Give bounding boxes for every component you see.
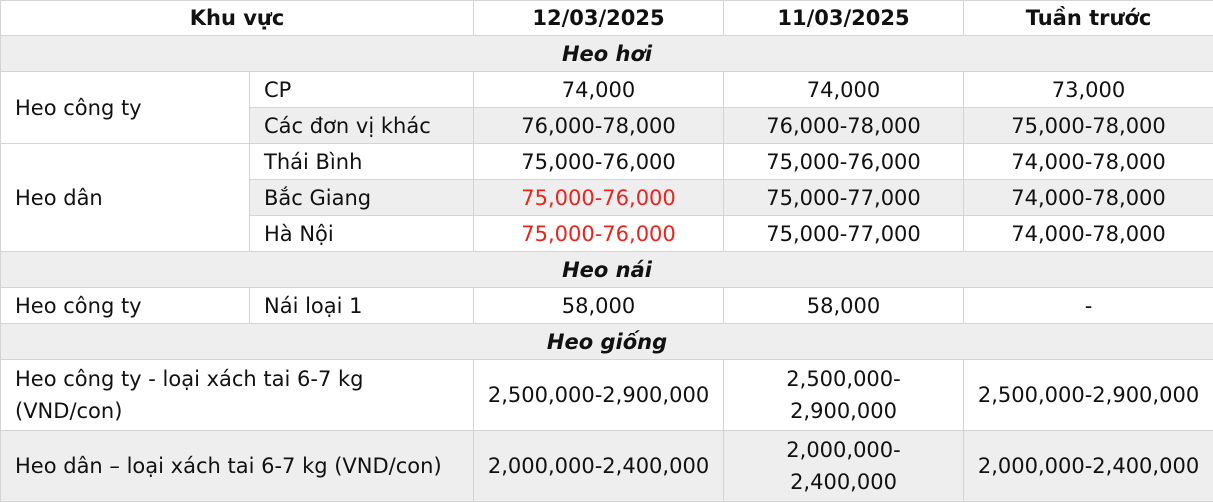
section-heo-hoi: Heo hơi <box>1 36 1213 72</box>
price-last-week: 74,000-78,000 <box>964 144 1213 180</box>
price-date-2: 74,000 <box>724 72 964 108</box>
row-name: Bắc Giang <box>250 180 474 216</box>
row-name: Nái loại 1 <box>250 288 474 324</box>
table-row <box>1 72 1213 108</box>
price-date-1: 75,000-76,000 <box>474 216 724 252</box>
price-date-1: 76,000-78,000 <box>474 108 724 144</box>
price-last-week: 75,000-78,000 <box>964 108 1213 144</box>
header-last-week: Tuần trước <box>964 1 1213 36</box>
price-date-1: 2,500,000-2,900,000 <box>474 360 724 431</box>
price-date-2: 58,000 <box>724 288 964 324</box>
group-label-heo-cong-ty: Heo công ty <box>1 288 250 324</box>
group-label-heo-dan: Heo dân <box>1 144 250 252</box>
price-last-week: 2,000,000-2,400,000 <box>964 431 1213 502</box>
price-date-1: 2,000,000-2,400,000 <box>474 431 724 502</box>
price-date-1: 74,000 <box>474 72 724 108</box>
section-row <box>1 252 1213 288</box>
price-date-1: 58,000 <box>474 288 724 324</box>
row-name: Hà Nội <box>250 216 474 252</box>
table-row <box>1 288 1213 324</box>
group-label-heo-cong-ty: Heo công ty <box>1 72 250 144</box>
row-name: Các đơn vị khác <box>250 108 474 144</box>
price-last-week: 2,500,000-2,900,000 <box>964 360 1213 431</box>
header-row <box>1 1 1213 36</box>
table-row <box>1 360 1213 431</box>
price-date-2: 75,000-76,000 <box>724 144 964 180</box>
header-date-2: 11/03/2025 <box>724 1 964 36</box>
price-date-2: 75,000-77,000 <box>724 216 964 252</box>
row-name: CP <box>250 72 474 108</box>
section-row <box>1 36 1213 72</box>
price-date-1: 75,000-76,000 <box>474 180 724 216</box>
price-last-week: 73,000 <box>964 72 1213 108</box>
price-last-week: 74,000-78,000 <box>964 180 1213 216</box>
section-heo-nai: Heo nái <box>1 252 1213 288</box>
price-last-week: 74,000-78,000 <box>964 216 1213 252</box>
price-date-2: 76,000-78,000 <box>724 108 964 144</box>
header-date-1: 12/03/2025 <box>474 1 724 36</box>
row-name: Thái Bình <box>250 144 474 180</box>
price-date-2: 2,500,000-2,900,000 <box>724 360 964 431</box>
table-row <box>1 431 1213 502</box>
price-date-1: 75,000-76,000 <box>474 144 724 180</box>
section-heo-giong: Heo giống <box>1 324 1213 360</box>
price-date-2: 2,000,000-2,400,000 <box>724 431 964 502</box>
section-row <box>1 324 1213 360</box>
price-date-2: 75,000-77,000 <box>724 180 964 216</box>
price-last-week: - <box>964 288 1213 324</box>
table-row <box>1 144 1213 180</box>
header-region: Khu vực <box>1 1 474 36</box>
row-label: Heo dân – loại xách tai 6-7 kg (VND/con) <box>1 431 474 502</box>
row-label: Heo công ty - loại xách tai 6-7 kg (VND/con) <box>1 360 474 431</box>
